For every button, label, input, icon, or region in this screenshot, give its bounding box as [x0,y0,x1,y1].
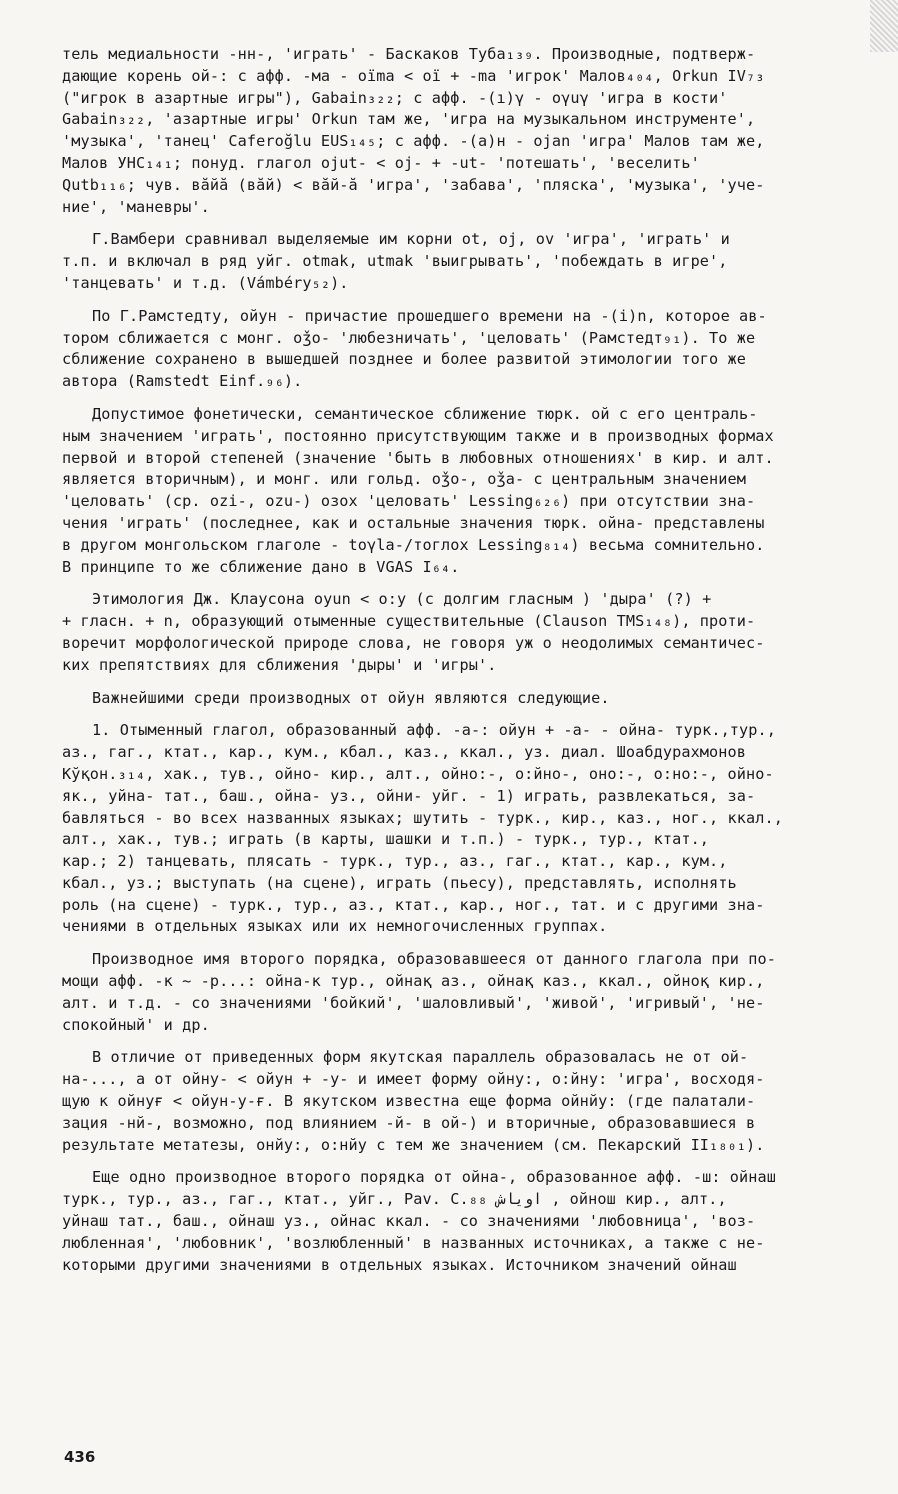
text-line: По Г.Рамстедту, ойун - причастие прошедшего времени на -(i)n, которое ав- [92,306,767,325]
text-line: дающие корень ой-: с афф. -ма - oïma < oï + -ma 'игрок' Малов₄₀₄, Orkun IV₇₃ [62,66,765,85]
text-line: як., уйна- тат., баш., ойна- уз., ойни- уйг. - 1) играть, развлекаться, за- [62,786,756,805]
text-line: + гласн. + n, образующий отыменные существительные (Clauson TMS₁₄₈), проти- [62,612,756,631]
text-line: чениями в отдельных языках или их немногочисленных группах. [62,917,608,936]
paragraph [62,1047,874,1156]
text-line: на-..., а от ойну- < ойун + -у- и имеет форму ойну:, о:йну: 'игра', восходя- [62,1070,765,1089]
text-line: Малов УНС₁₄₁; понуд. глагол ojut- < oj- + -ut- 'потешать', 'веселить' [62,153,700,172]
text-line: первой и второй степеней (значение 'быть в любовных отношениях' в кир. и алт. [62,448,774,467]
scan-edge-noise [870,0,898,52]
text-line: ких препятствиях для сближения 'дыры' и 'игры'. [62,655,497,674]
paragraph [62,688,874,710]
text-line: алт., хак., тув.; играть (в карты, шашки и т.п.) - турк., тур., ктат., [62,830,710,849]
paragraph [62,720,874,938]
text-line: тель медиальности -нн-, 'играть' - Баскаков Туба₁₃₉. Производные, подтверж- [62,45,756,63]
text-line: Г.Вамбери сравнивал выделяемые им корни ot, oj, ov 'игра', 'играть' и [92,230,730,249]
paragraph [62,404,874,578]
text-line: любленная', 'любовник', 'возлюбленный' в названных источниках, а также с не- [62,1233,765,1252]
text-line: спокойный' и др. [62,1015,210,1034]
text-line: ("игрок в азартные игры"), Gabain₃₂₂; с афф. -(ı)γ - oγuγ 'игра в кости' [62,88,728,107]
text-line: которыми другими значениями в отдельных языках. Источником значений ойнаш [62,1255,737,1274]
text-line: ным значением 'играть', постоянно присутствующим также и в производных формах [62,426,774,445]
text-line: Gabain₃₂₂, 'азартные игры' Orkun там же, 'игра на музыкальном инструменте', [62,110,756,129]
text-line: воречит морфологической природе слова, не говоря уж о неодолимых семантичес- [62,633,765,652]
paragraph [62,949,874,1036]
text-line: кбал., уз.; выступать (на сцене), играть (пьесу), представлять, исполнять [62,873,737,892]
text-line: чения 'играть' (последнее, как и остальные значения тюрк. ойна- представлены [62,513,765,532]
text-line: уйнаш тат., баш., ойнаш уз., ойнас ккал. - со значениями 'любовница', 'воз- [62,1212,756,1231]
text-line: Еще одно производное второго порядка от ойна-, образованное афф. -ш: ойнаш [92,1168,777,1187]
text-line: ние', 'маневры'. [62,197,210,216]
text-line: в другом монгольском глаголе - toγla-/тоглох Lessing₈₁₄) весьма сомнительно. [62,535,765,554]
paragraph [62,589,874,676]
text-line: турк., тур., аз., гаг., ктат., уйг., Pav. C.₈₈ اوياش , ойнош кир., алт., [62,1190,727,1209]
paragraph [62,1167,874,1276]
page-number: 436 [64,1448,96,1466]
text-line: щую к ойнуғ < ойун-у-ғ. В якутском известна еще форма ойнйу: (где палатали- [62,1092,756,1111]
text-line: является вторичным), и монг. или гольд. oǯo-, oǯa- с центральным значением [62,470,747,489]
paragraph [62,44,874,218]
text-line: т.п. и включал в ряд уйг. otmak, utmak 'выигрывать', 'побеждать в игре', [62,252,728,271]
text-line: роль (на сцене) - турк., тур., аз., ктат., кар., ног., тат. и с другими зна- [62,895,765,914]
text-line: сближение сохранено в вышедшей позднее и более развитой этимологии того же [62,350,747,369]
text-line: 'музыка', 'танец' Caferoğlu EUS₁₄₅; с афф. -(а)н - ojan 'игра' Малов там же, [62,132,765,151]
text-line: автора (Ramstedt Einf.₉₆). [62,372,303,391]
text-line: Этимология Дж. Клаусона oyun < o:y (с долгим гласным ) 'дыра' (?) + [92,590,712,609]
text-line: 'целовать' (ср. ozi-, ozu-) озох 'целовать' Lessing₆₂₆) при отсутствии зна- [62,492,756,511]
body-text [62,44,874,1287]
paragraph [62,306,874,393]
text-line: алт. и т.д. - со значениями 'бойкий', 'шаловливый', 'живой', 'игривый', 'не- [62,993,765,1012]
text-line: результате метатезы, онйу:, о:нйу с тем же значением (см. Пекарский II₁₈₀₁). [62,1135,765,1154]
text-line: кар.; 2) танцевать, плясать - турк., тур., аз., гаг., ктат., кар., кум., [62,852,728,871]
text-line: аз., гаг., ктат., кар., кум., кбал., каз., ккал., уз. диал. Шоабдурахмонов [62,743,747,762]
text-line: Допустимое фонетически, семантическое сближение тюрк. ой с его централь- [92,404,758,423]
text-line: Кўқон.₃₁₄, хак., тув., ойно- кир., алт., ойно:-, о:йно-, оно:-, о:нo:-, ойно- [62,764,774,783]
text-line: Qutb₁₁₆; чув. вăйă (вăй) < вăй-ă 'игра', 'забава', 'пляска', 'музыка', 'уче- [62,175,765,194]
text-line: Производное имя второго порядка, образовавшееся от данного глагола при по- [92,950,777,969]
text-line: 'танцевать' и т.д. (Vámbéry₅₂). [62,273,349,292]
text-line: тором сближается с монг. oǯo- 'любезничать', 'целовать' (Рамстедт₉₁). То же [62,328,756,347]
paragraph [62,229,874,294]
text-line: В отличие от приведенных форм якутская параллель образовалась не от ой- [92,1048,749,1067]
text-line: бавляться - во всех названных языках; шутить - турк., кир., каз., ног., ккал., [62,808,784,827]
text-line: 1. Отыменный глагол, образованный афф. -а-: ойун + -а- - ойна- турк.,тур., [92,721,777,740]
text-line: В принципе то же сближение дано в VGAS I₆₄. [62,557,460,576]
text-line: зация -нй-, возможно, под влиянием -й- в ой-) и вторичные, образовавшиеся в [62,1113,756,1132]
text-line: Важнейшими среди производных от ойун являются следующие. [92,688,610,707]
text-line: мощи афф. -к ~ -р...: ойна-к тур., ойнақ аз., ойнақ каз., ккал., ойноқ кир., [62,972,765,991]
